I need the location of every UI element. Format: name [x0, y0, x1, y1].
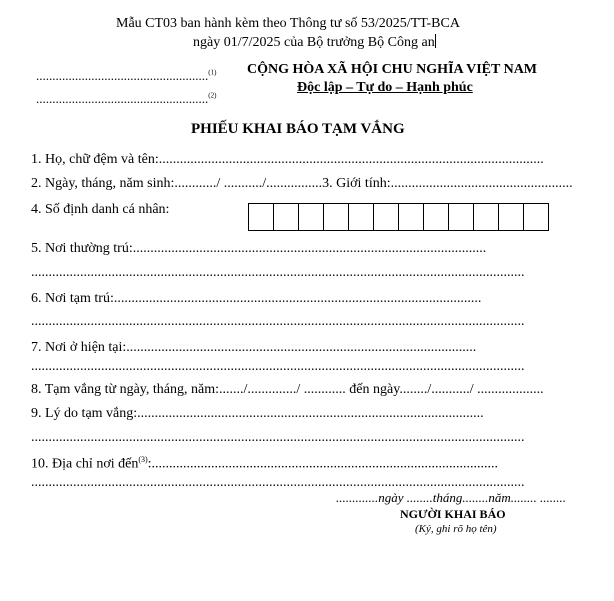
signature-hint: (Ký, ghi rõ họ tên) [415, 523, 497, 535]
absence-to-input[interactable]: ......../.........../ ................... [399, 382, 544, 397]
id-digit-box[interactable] [298, 203, 324, 231]
permanent-input[interactable]: ..................................................................................................... [132, 241, 487, 256]
id-digit-box[interactable] [473, 203, 499, 231]
absence-from-label: 8. Tạm vắng từ ngày, tháng, năm: [31, 382, 219, 397]
destination-input-line2[interactable]: ............................................................................................................................................. [31, 475, 525, 490]
id-digit-box[interactable] [448, 203, 474, 231]
text-cursor [435, 34, 436, 48]
agency-line-1-dots[interactable]: ..................................................... [36, 68, 209, 83]
note-2: (2) [208, 91, 217, 100]
id-number-label: 4. Số định danh cá nhân: [31, 202, 170, 217]
id-digit-box[interactable] [498, 203, 524, 231]
id-digit-box[interactable] [398, 203, 424, 231]
gender-label: 3. Giới tính: [322, 176, 391, 191]
declarant-role: NGƯỜI KHAI BÁO [400, 507, 506, 521]
permanent-input-line2[interactable]: ............................................................................................................................................. [31, 265, 525, 280]
note-1: (1) [208, 68, 217, 77]
id-digit-box[interactable] [348, 203, 374, 231]
reason-input[interactable]: ................................................................................................... [137, 406, 484, 421]
country-name: CỘNG HÒA XÃ HỘI CHU NGHĨA VIỆT NAM [247, 62, 538, 77]
reason-input-line2[interactable]: ............................................................................................................................................. [31, 430, 525, 445]
field-permanent [31, 241, 486, 257]
field-destination [31, 455, 498, 473]
gender-input[interactable]: .................................................... [390, 176, 573, 191]
issued-line [193, 34, 436, 51]
destination-label: 10. Địa chỉ nơi đến [31, 456, 139, 472]
note-3: (3) [138, 455, 148, 464]
form-code-line: Mẫu CT03 ban hành kèm theo Thông tư số 53/2025/TT-BCA [116, 16, 460, 31]
id-digit-box[interactable] [273, 203, 299, 231]
issued-line-text: ngày 01/7/2025 của Bộ trưởng Bộ Công an [193, 35, 435, 50]
current-input-line2[interactable]: ............................................................................................................................................. [31, 359, 525, 374]
temporary-input[interactable]: ......................................................................................................... [113, 291, 482, 306]
absence-to-label: đến ngày [349, 382, 400, 397]
field-full-name [31, 152, 544, 168]
field-reason [31, 406, 484, 422]
current-input[interactable]: .................................................................................................... [126, 340, 477, 355]
national-motto: Độc lập – Tự do – Hạnh phúc [297, 80, 473, 95]
id-digit-box[interactable] [323, 203, 349, 231]
field-temporary [31, 291, 481, 307]
field-current [31, 340, 476, 356]
form-title: PHIẾU KHAI BÁO TẠM VẮNG [191, 121, 405, 137]
permanent-label: 5. Nơi thường trú: [31, 241, 133, 256]
dob-input[interactable]: ............/ .........../................ [174, 176, 323, 191]
agency-line-1 [36, 68, 216, 84]
dob-label: 2. Ngày, tháng, năm sinh: [31, 176, 175, 191]
id-digit-box[interactable] [248, 203, 274, 231]
full-name-input[interactable]: .............................................................................................................. [158, 152, 544, 167]
agency-line-2-dots[interactable]: ..................................................... [36, 91, 209, 106]
id-digit-box[interactable] [423, 203, 449, 231]
current-label: 7. Nơi ở hiện tại: [31, 340, 127, 355]
field-absence-period [31, 382, 544, 398]
temporary-input-line2[interactable]: ............................................................................................................................................. [31, 314, 525, 329]
signature-date-line[interactable]: .............ngày ........tháng........năm........ ........ [336, 490, 567, 505]
temporary-label: 6. Nơi tạm trú: [31, 291, 114, 306]
field-dob [31, 176, 573, 192]
reason-label: 9. Lý do tạm vắng: [31, 406, 138, 421]
agency-line-2 [36, 91, 216, 107]
full-name-label: 1. Họ, chữ đệm và tên: [31, 152, 159, 167]
id-digit-box[interactable] [373, 203, 399, 231]
destination-input[interactable]: ................................................................................................... [151, 456, 499, 472]
destination-colon: : [147, 456, 152, 472]
absence-from-input[interactable]: ......./............../ ............ [219, 382, 346, 397]
id-digit-box[interactable] [523, 203, 549, 231]
